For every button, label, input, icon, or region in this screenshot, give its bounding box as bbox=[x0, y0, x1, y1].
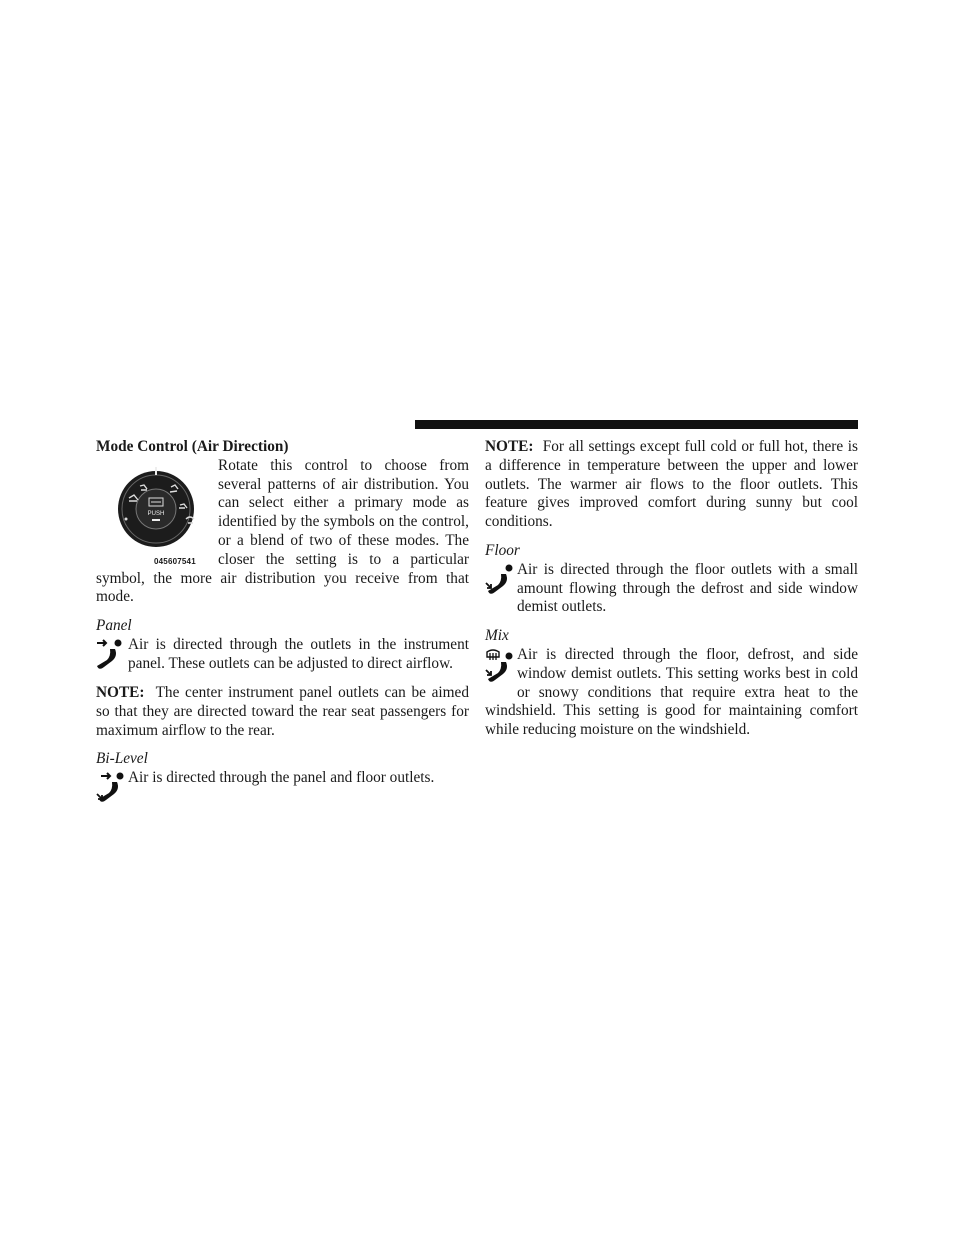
mode-control-dial-icon bbox=[96, 463, 210, 557]
right-column bbox=[485, 438, 858, 740]
floor-section bbox=[485, 561, 858, 617]
mix-mode-icon bbox=[485, 648, 513, 684]
dial-push-label: PUSH bbox=[147, 510, 165, 517]
panel-text: Air is directed through the outlets in the instrument panel. These outlets can be adjusted to direct airflow. bbox=[128, 635, 469, 672]
right-note bbox=[485, 438, 858, 532]
panel-section bbox=[96, 636, 469, 674]
bilevel-text: Air is directed through the panel and floor outlets. bbox=[128, 769, 435, 787]
section-header-rule bbox=[415, 420, 858, 429]
mode-control-heading: Mode Control (Air Direction) bbox=[96, 438, 289, 455]
floor-mode-icon bbox=[485, 563, 513, 599]
floor-title: Floor bbox=[485, 541, 520, 559]
left-note-lead: NOTE: bbox=[96, 683, 145, 701]
bi-level-mode-icon bbox=[96, 771, 124, 807]
mode-control-dial-figure bbox=[96, 463, 210, 565]
left-note-text: The center instrument panel outlets can be aimed so that they are directed toward the rear seat passengers for maximum airflow to the rear. bbox=[96, 683, 469, 739]
left-column bbox=[96, 438, 469, 807]
panel-mode-icon bbox=[96, 638, 124, 674]
floor-text: Air is directed through the floor outlets with a small amount flowing through the defrost and side window demist outlets. bbox=[517, 560, 858, 616]
figure-number: 045607541 bbox=[154, 556, 196, 566]
mix-text: Air is directed through the floor, defrost, and side window demist outlets. This setting works best in cold or snowy conditions that require extra heat to the windshield. This setting is good for maintaining comfort while reducing moisture on the windshield. bbox=[485, 645, 858, 739]
right-note-lead: NOTE: bbox=[485, 438, 534, 455]
right-note-text: For all settings except full cold or full hot, there is a difference in temperature between the upper and lower outlets. The warmer air flows to the floor outlets. This feature gives improved comfort during sunny but cool conditions. bbox=[485, 438, 858, 531]
mix-section bbox=[485, 646, 858, 740]
left-note bbox=[96, 684, 469, 740]
bilevel-title: Bi-Level bbox=[96, 750, 148, 768]
mix-title: Mix bbox=[485, 627, 509, 645]
panel-title: Panel bbox=[96, 617, 132, 635]
mode-control-intro bbox=[96, 457, 469, 607]
bilevel-section bbox=[96, 769, 469, 807]
mode-control-text: Rotate this control to choose from several patterns of air distribution. You can select either a primary mode as identified by the symbols on the control, or a blend of two of these modes. The closer the setting is to a particular symbol, the more air distribution you receive from that mode. bbox=[96, 456, 469, 606]
